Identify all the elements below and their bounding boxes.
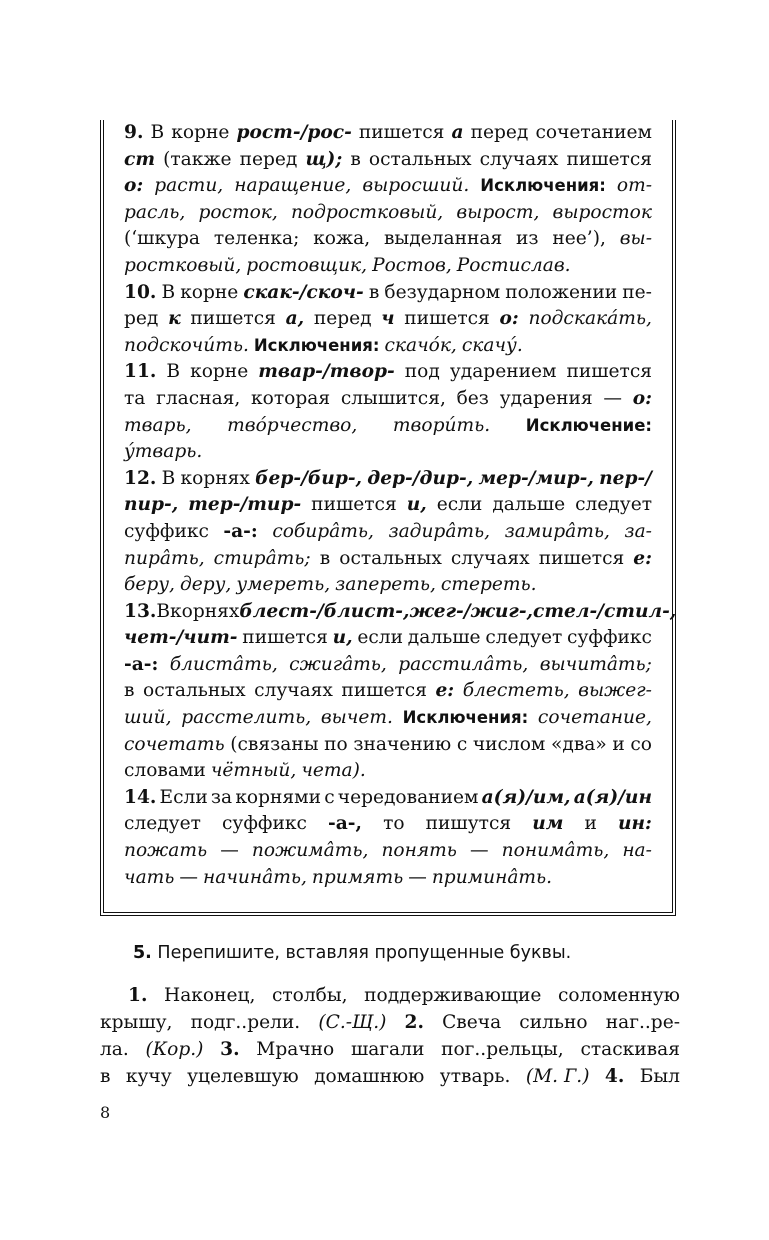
word: утварь. <box>439 1066 511 1087</box>
word: пишется <box>404 308 490 330</box>
rule-item <box>124 120 652 280</box>
word: понима̂ть, <box>501 840 610 862</box>
text-line <box>124 386 652 413</box>
word: корне <box>190 361 249 383</box>
text-line <box>124 280 652 307</box>
word: стира̂ть; <box>213 547 311 569</box>
word: а, <box>285 308 305 330</box>
word: пира̂ть, <box>124 547 205 569</box>
word: блестеть, <box>462 680 570 702</box>
word: пишется <box>311 494 397 516</box>
word: в <box>124 680 135 702</box>
word: следует <box>575 494 652 516</box>
word: вычет. <box>320 707 393 729</box>
text-line <box>124 492 652 519</box>
text-line <box>100 982 680 1009</box>
rule-item <box>124 466 652 599</box>
text-line <box>124 519 652 546</box>
word: значению <box>353 733 452 755</box>
exercise-text <box>100 982 680 1090</box>
word: остальных <box>143 680 246 702</box>
word: в <box>319 547 331 569</box>
word: выделанная <box>383 228 503 250</box>
word: и <box>584 813 597 835</box>
word: твар-/твор- <box>258 361 395 383</box>
rule-item <box>124 599 677 785</box>
word: слышится, <box>340 387 446 409</box>
word: щ); <box>305 148 343 170</box>
word: безударном <box>384 281 501 303</box>
word: стел-/стил-, <box>533 600 677 622</box>
word: ла. <box>100 1039 129 1060</box>
word: перед <box>470 122 529 143</box>
word: тварь, <box>124 414 192 436</box>
word: корнями <box>235 786 322 808</box>
text-line <box>124 306 652 333</box>
word: пишется <box>566 148 652 170</box>
word: пишется <box>566 361 652 383</box>
word: пог..рельцы, <box>441 1039 564 1060</box>
word: гласная, <box>156 387 241 409</box>
rule-item <box>124 280 652 360</box>
word: суффикс <box>567 627 652 649</box>
word: — <box>220 840 239 862</box>
word: на- <box>622 840 652 862</box>
word: под <box>404 361 440 383</box>
word: чета). <box>301 760 366 782</box>
word: пишутся <box>425 813 512 835</box>
word: 9. <box>124 122 144 143</box>
word: Исключения: <box>253 335 380 355</box>
word: с <box>324 786 335 808</box>
word: (Кор.) <box>145 1039 204 1060</box>
word: замира̂ть, <box>504 520 610 542</box>
word: если <box>357 627 403 649</box>
word: корне <box>171 122 230 143</box>
exercise-heading <box>133 940 571 966</box>
word: 14. <box>124 786 157 808</box>
word: случаях <box>450 547 530 569</box>
text-line <box>124 678 652 705</box>
word: чет-/чит- <box>124 627 238 649</box>
word: выжег- <box>578 680 652 702</box>
word: корне <box>180 281 239 303</box>
word: 3. <box>220 1039 240 1060</box>
word: ший, <box>124 707 172 729</box>
word: случаях <box>479 148 559 170</box>
word: если <box>436 494 483 516</box>
word: тво́рчество, <box>227 414 358 436</box>
word: остальных <box>339 547 442 569</box>
word: пишется <box>242 627 328 649</box>
word: деру, <box>179 574 232 596</box>
word: 13. <box>124 600 157 622</box>
word: блест-/блист-, <box>239 600 410 622</box>
text-line <box>100 1063 680 1090</box>
word: тер-/тир- <box>188 494 302 516</box>
word: Исключения: <box>402 708 529 728</box>
word: без <box>456 387 489 409</box>
rules-box <box>100 120 676 916</box>
word: случаях <box>254 680 333 702</box>
word: сильно <box>519 1012 588 1033</box>
rule-item <box>124 359 652 465</box>
word: шагали <box>350 1039 425 1060</box>
rule-item <box>124 785 652 891</box>
word: и, <box>406 494 427 516</box>
word: понять <box>381 840 457 862</box>
word: пишется <box>190 308 276 330</box>
word: сжига̂ть, <box>289 653 387 675</box>
word: в <box>100 1066 111 1087</box>
text-line <box>124 865 652 892</box>
text-line <box>124 546 652 573</box>
text-line <box>100 1009 680 1036</box>
word: подг..рели. <box>190 1012 301 1033</box>
word: — <box>179 866 199 888</box>
word: и, <box>332 627 353 649</box>
word: Был <box>639 1066 680 1087</box>
word: е: <box>435 680 455 702</box>
word: пожать <box>124 840 208 862</box>
word: скак-/скоч- <box>243 281 364 303</box>
word: начина̂ть, <box>203 866 307 888</box>
word: умереть, <box>236 574 331 596</box>
word: расстила̂ть, <box>398 653 529 675</box>
word: дальше <box>492 494 566 516</box>
word: пишется <box>358 122 445 143</box>
word: Если <box>159 786 208 808</box>
word: наг..ре- <box>605 1012 680 1033</box>
word: ростовщик, <box>246 254 368 276</box>
word: вы- <box>619 228 652 250</box>
text-line <box>100 1036 680 1063</box>
word: Ростислав. <box>456 254 571 276</box>
text-line <box>124 811 652 838</box>
word: — <box>408 866 427 888</box>
word: словами <box>124 760 206 782</box>
text-line <box>124 652 652 679</box>
word: числом <box>472 733 546 755</box>
word: примина̂ть. <box>431 866 553 888</box>
word: следует <box>124 813 201 835</box>
word: ред <box>124 308 159 330</box>
text-line <box>124 758 652 785</box>
word: столбы, <box>271 985 348 1006</box>
word: нее’), <box>552 228 606 250</box>
word: чётный, <box>210 760 297 782</box>
text-line <box>124 200 652 227</box>
word: (М. Г.) <box>525 1066 590 1087</box>
word: чередованием <box>337 786 479 808</box>
word: соломенную <box>558 985 680 1006</box>
word: 11. <box>124 361 157 383</box>
word: Исключение: <box>525 415 652 435</box>
word: которая <box>251 387 331 409</box>
word: Исключения: <box>480 176 606 196</box>
word: теленка; <box>213 228 300 250</box>
text-line <box>124 253 652 280</box>
word: беру, <box>124 574 175 596</box>
word: 10. <box>124 281 157 303</box>
word: -а-, <box>328 813 362 835</box>
word: жег-/жиг-, <box>409 600 534 622</box>
word: 12. <box>124 467 157 489</box>
word: о: <box>499 308 519 330</box>
exercise-title: Перепишите, вставляя пропущенные буквы. <box>157 943 572 963</box>
word: В <box>156 600 171 622</box>
exercise-number: 5. <box>133 943 152 963</box>
word: домашнюю <box>314 1066 425 1087</box>
word: то <box>383 813 405 835</box>
word: за <box>210 786 233 808</box>
word: расль, <box>124 201 186 223</box>
word: суффикс <box>124 520 209 542</box>
word: В <box>161 281 176 303</box>
word: о: <box>124 175 144 197</box>
word: пер-/ <box>599 467 652 489</box>
word: Свеча <box>442 1012 502 1033</box>
word: скачу́. <box>461 334 523 356</box>
word: скачо́к, <box>384 334 457 356</box>
word: а(я)/им, <box>481 786 571 808</box>
word: Мрачно <box>256 1039 335 1060</box>
word: расстелить, <box>181 707 312 729</box>
word: стереть. <box>440 574 537 596</box>
word: 4. <box>604 1066 625 1087</box>
word: сочетать <box>124 733 225 755</box>
word: из <box>516 228 539 250</box>
word: Наконец, <box>163 985 256 1006</box>
text-line <box>124 705 652 732</box>
word: рост-/рос- <box>236 122 352 143</box>
word: запереть, <box>335 574 436 596</box>
word: ударения <box>499 387 593 409</box>
word: выросток <box>552 201 652 223</box>
text-line <box>124 439 652 466</box>
word: та <box>124 387 146 409</box>
word: вычита̂ть; <box>539 653 652 675</box>
word: пожима̂ть, <box>251 840 369 862</box>
word: 2. <box>404 1012 424 1033</box>
word: Ростов, <box>372 254 452 276</box>
word: перед <box>239 148 298 170</box>
text-line <box>124 625 652 652</box>
word: ч <box>381 308 395 330</box>
word: мер-/мир-, <box>478 467 594 489</box>
word: следует <box>485 627 563 649</box>
word: твори́ть. <box>392 414 491 436</box>
page-number: 8 <box>100 1103 111 1122</box>
word: остальных <box>368 148 472 170</box>
text-line <box>124 147 652 174</box>
text-line <box>124 333 652 360</box>
word: е: <box>633 547 652 569</box>
word: подскака́ть, <box>528 308 652 330</box>
word: (С.-Щ.) <box>318 1012 387 1033</box>
word: уцелевшую <box>187 1066 299 1087</box>
word: пишется <box>538 547 625 569</box>
word: (связаны <box>230 733 319 755</box>
text-line <box>124 413 652 440</box>
word: -а-: <box>124 653 159 675</box>
word: -а-: <box>223 520 258 542</box>
word: подскочи́ть. <box>124 334 249 356</box>
word: с <box>456 733 468 755</box>
word: и <box>612 733 625 755</box>
word: о: <box>632 387 652 409</box>
word: чать <box>124 866 175 888</box>
word: — <box>603 387 622 409</box>
word: к <box>168 308 181 330</box>
text-line <box>124 120 652 147</box>
word: в <box>350 148 361 170</box>
word: В <box>166 361 181 383</box>
word: бер-/бир-, <box>255 467 363 489</box>
word: а(я)/ин <box>573 786 652 808</box>
word: — <box>470 840 489 862</box>
word: пишется <box>341 680 427 702</box>
word: «два» <box>551 733 607 755</box>
text-line <box>124 466 652 493</box>
rules-text <box>124 120 677 891</box>
word: пир-, <box>124 494 179 516</box>
word: со <box>630 733 652 755</box>
word: стаскивая <box>580 1039 680 1060</box>
word: кожа, <box>313 228 371 250</box>
word: ростковый, <box>124 254 242 276</box>
word: наращение, <box>234 175 352 197</box>
word: корнях <box>170 600 240 622</box>
word: по <box>324 733 348 755</box>
word: дальше <box>407 627 481 649</box>
word: В <box>161 467 176 489</box>
word: поддерживающие <box>364 985 542 1006</box>
word: пе- <box>622 281 652 303</box>
word: В <box>150 122 165 143</box>
word: корнях <box>180 467 250 489</box>
text-line <box>124 173 652 200</box>
text-line <box>124 359 652 386</box>
word: задира̂ть, <box>388 520 491 542</box>
text-line <box>124 785 652 812</box>
word: росток, <box>198 201 278 223</box>
word: положении <box>505 281 618 303</box>
text-line <box>124 599 677 626</box>
word: у́тварь. <box>124 441 203 463</box>
word: расти, <box>154 175 224 197</box>
text-line <box>124 732 652 759</box>
word: подростковый, <box>290 201 444 223</box>
word: за- <box>624 520 652 542</box>
word: суффикс <box>222 813 307 835</box>
word: примять <box>311 866 404 888</box>
text-line <box>124 838 652 865</box>
word: перед <box>313 308 372 330</box>
word: сочетанием <box>535 122 652 143</box>
word: собира̂ть, <box>272 520 374 542</box>
word: дер-/дир-, <box>367 467 474 489</box>
word: (также <box>163 148 232 170</box>
word: вырост, <box>456 201 540 223</box>
word: кучу <box>125 1066 172 1087</box>
word: в <box>368 281 380 303</box>
word: сочетание, <box>537 707 652 729</box>
word: а <box>451 122 464 143</box>
text-line <box>124 572 652 599</box>
word: блиста̂ть, <box>169 653 278 675</box>
word: выросший. <box>362 175 470 197</box>
word: от- <box>616 175 652 197</box>
word: им <box>532 813 564 835</box>
word: крышу, <box>100 1012 173 1033</box>
word: ин: <box>617 813 652 835</box>
word: 1. <box>128 985 148 1006</box>
word: (‘шкура <box>124 228 201 250</box>
word: ст <box>124 148 155 170</box>
text-line <box>124 226 652 253</box>
word: ударением <box>449 361 557 383</box>
